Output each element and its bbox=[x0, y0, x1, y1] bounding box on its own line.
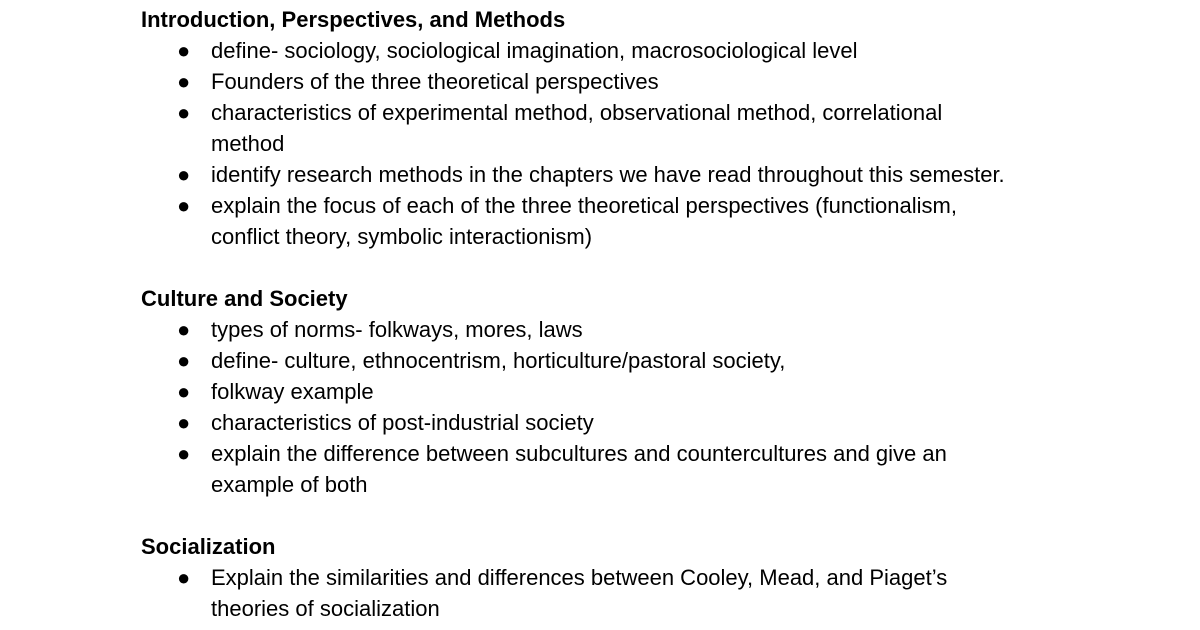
section-intro-perspectives-methods bbox=[141, 4, 1041, 252]
list-item-text: explain the focus of each of the three theoretical perspectives (functionalism, conflict theory, symbolic interactionism) bbox=[211, 193, 957, 249]
list-item-text: explain the difference between subcultures and countercultures and give an example of both bbox=[211, 441, 947, 497]
section-socialization bbox=[141, 531, 1041, 624]
bullet-icon: ● bbox=[177, 38, 191, 63]
bullet-icon: ● bbox=[177, 348, 191, 373]
list-item bbox=[141, 407, 1011, 438]
bullet-icon: ● bbox=[177, 100, 191, 125]
list-item bbox=[141, 376, 1011, 407]
list-item bbox=[141, 438, 1011, 500]
list-item-text: characteristics of post-industrial society bbox=[211, 410, 594, 435]
list-item bbox=[141, 190, 1011, 252]
list-item bbox=[141, 345, 1011, 376]
list-item bbox=[141, 562, 1011, 624]
bullet-icon: ● bbox=[177, 162, 191, 187]
bullet-icon: ● bbox=[177, 410, 191, 435]
section-heading: Culture and Society bbox=[141, 286, 348, 311]
section-culture-and-society bbox=[141, 283, 1041, 500]
bullet-icon: ● bbox=[177, 441, 191, 466]
bullet-list bbox=[141, 314, 1041, 500]
list-item-text: characteristics of experimental method, observational method, correlational method bbox=[211, 100, 943, 156]
list-item-text: Explain the similarities and differences between Cooley, Mead, and Piaget’s theories of socialization bbox=[211, 565, 948, 621]
list-item-text: Founders of the three theoretical perspectives bbox=[211, 69, 659, 94]
list-item bbox=[141, 314, 1011, 345]
list-item bbox=[141, 97, 1011, 159]
bullet-icon: ● bbox=[177, 317, 191, 342]
section-heading: Introduction, Perspectives, and Methods bbox=[141, 7, 566, 32]
section-heading: Socialization bbox=[141, 534, 276, 559]
list-item-text: define- culture, ethnocentrism, horticulture/pastoral society, bbox=[211, 348, 786, 373]
bullet-list bbox=[141, 35, 1041, 252]
bullet-icon: ● bbox=[177, 565, 191, 590]
list-item-text: define- sociology, sociological imagination, macrosociological level bbox=[211, 38, 858, 63]
list-item bbox=[141, 35, 1011, 66]
document-body bbox=[141, 4, 1041, 624]
bullet-icon: ● bbox=[177, 379, 191, 404]
list-item bbox=[141, 66, 1011, 97]
list-item-text: types of norms- folkways, mores, laws bbox=[211, 317, 583, 342]
list-item-text: folkway example bbox=[211, 379, 374, 404]
bullet-icon: ● bbox=[177, 193, 191, 218]
list-item bbox=[141, 159, 1011, 190]
bullet-list bbox=[141, 562, 1041, 624]
list-item-text: identify research methods in the chapters we have read throughout this semester. bbox=[211, 162, 1005, 187]
bullet-icon: ● bbox=[177, 69, 191, 94]
